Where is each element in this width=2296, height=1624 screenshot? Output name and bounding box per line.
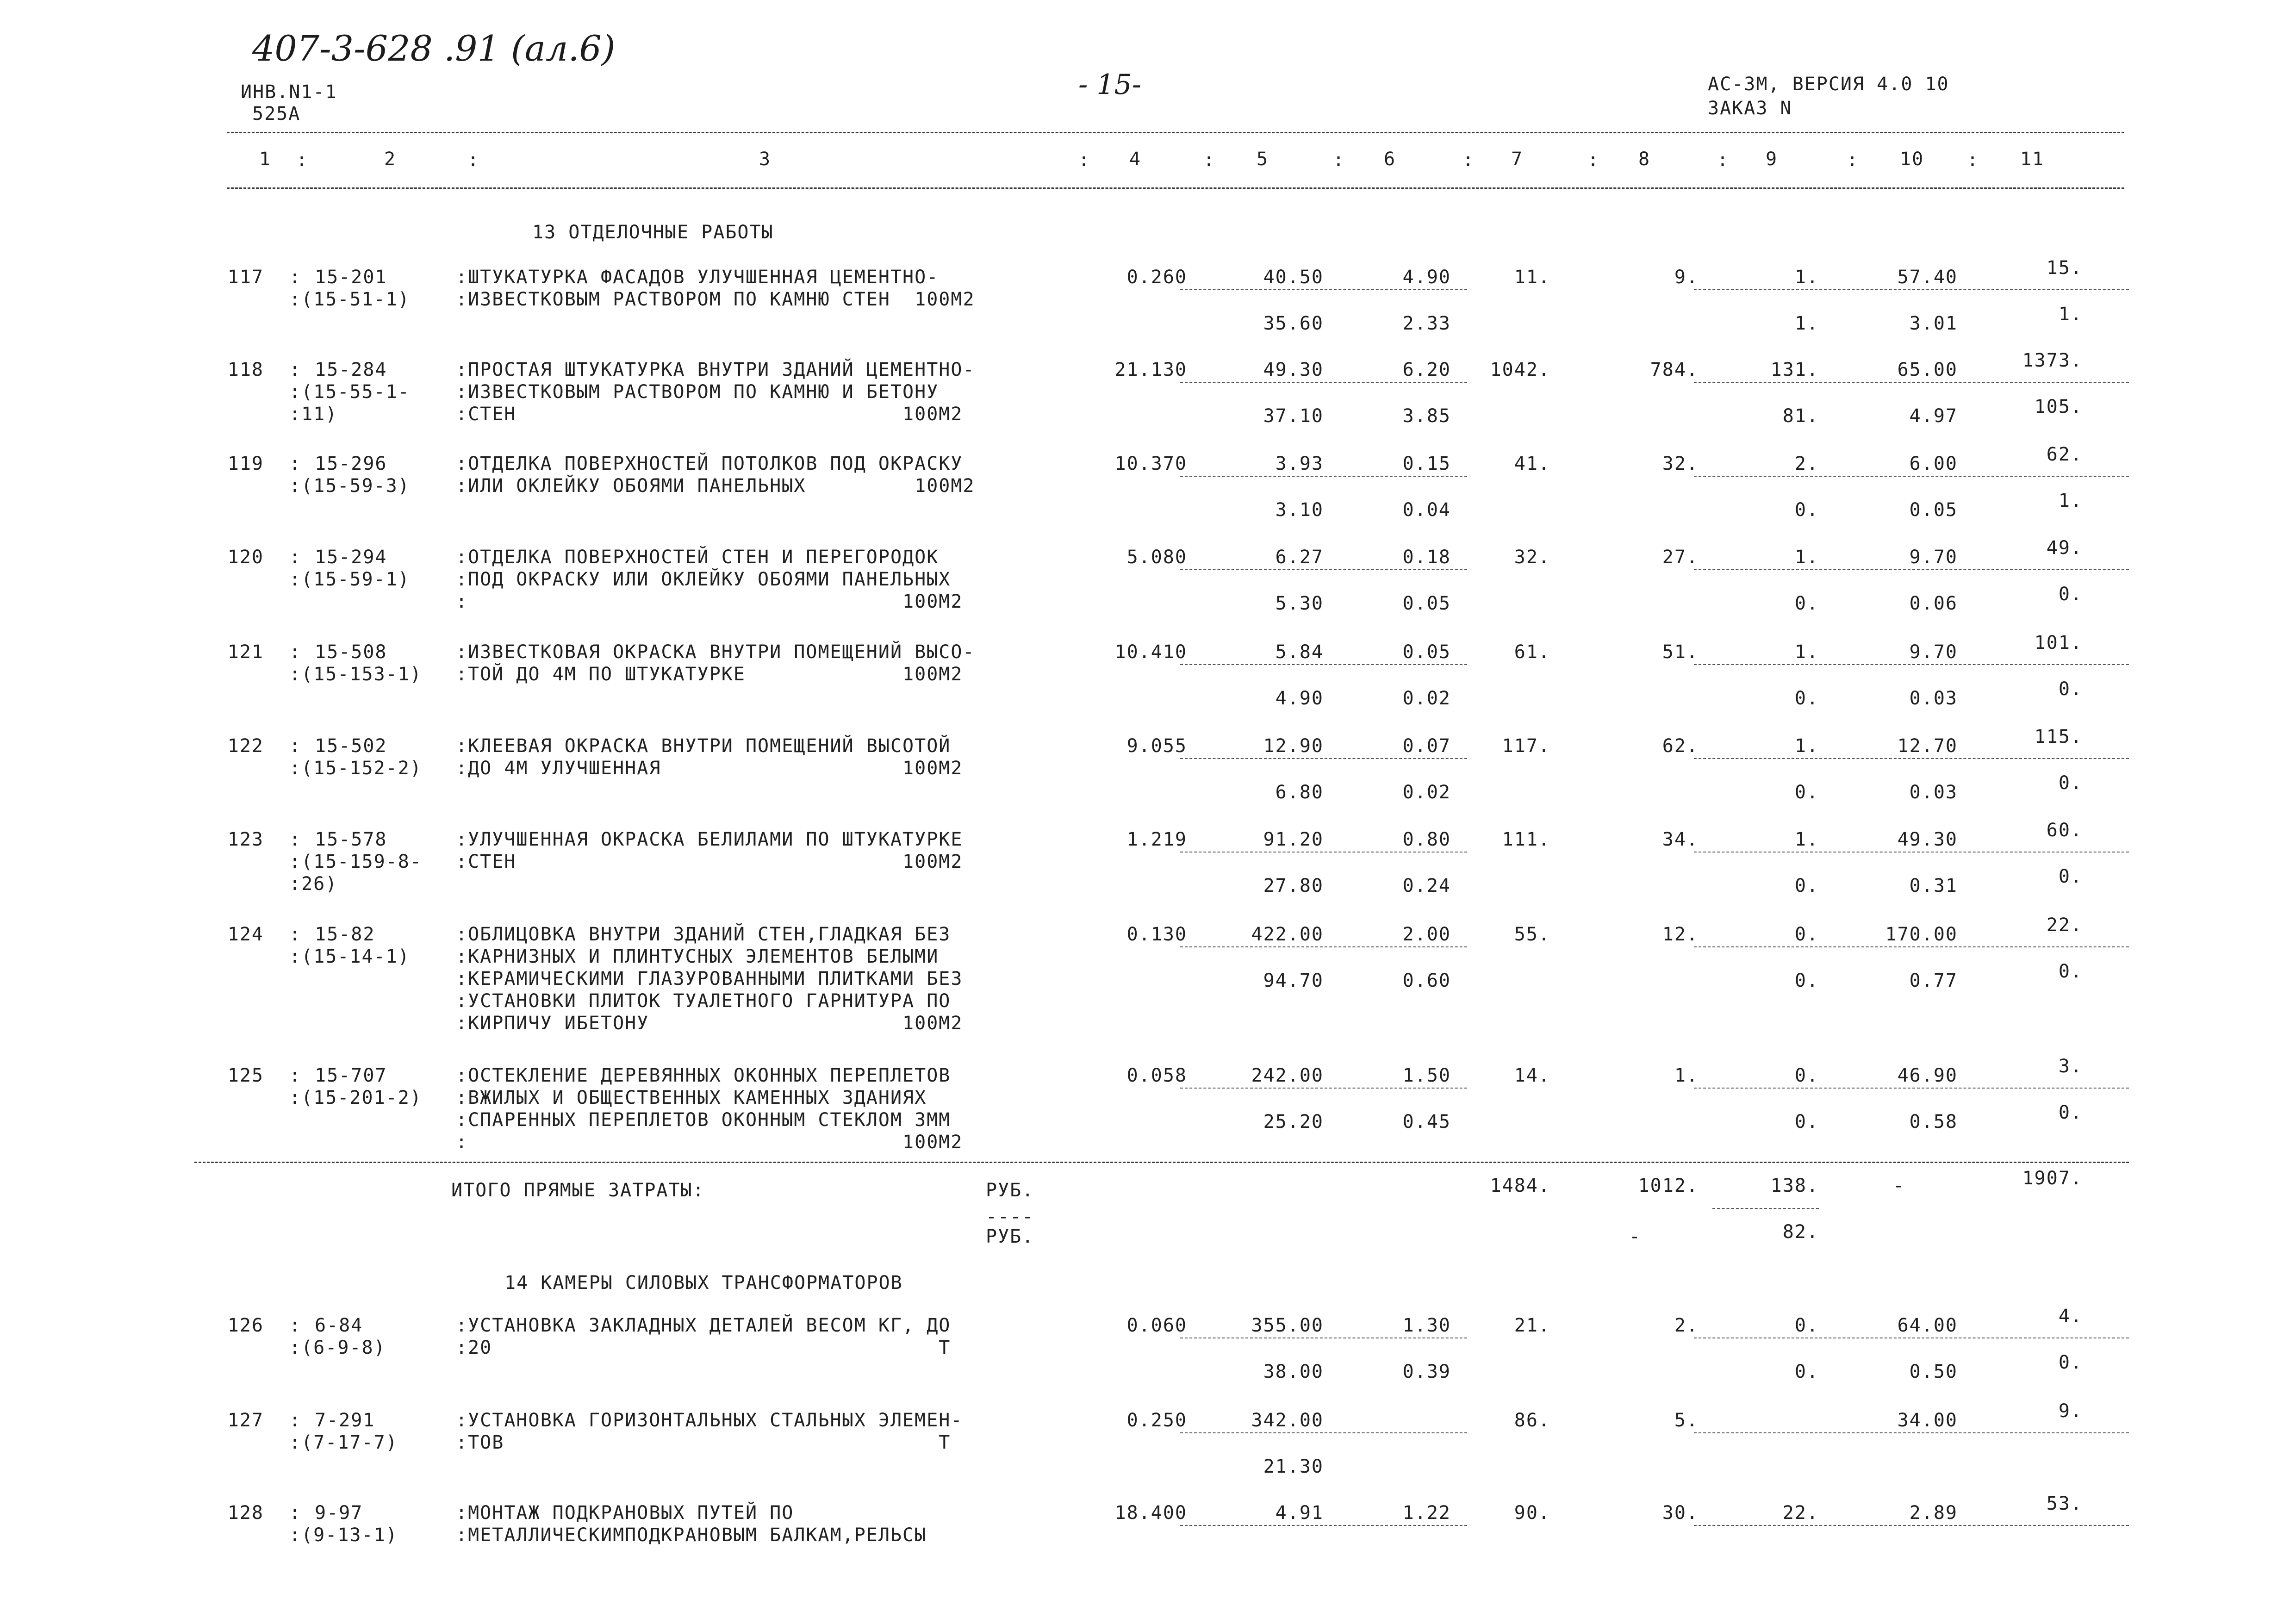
row-description-line: :20 Т <box>456 1337 951 1358</box>
row-labor-unit-second: 0.58 <box>1909 1111 1958 1132</box>
row-number: 121 <box>227 641 264 663</box>
row-labor-total: 115. <box>2034 726 2083 747</box>
row-reference: :(15-153-1) <box>289 664 422 685</box>
row-labor-unit-second: 3.01 <box>1909 313 1958 334</box>
row-labor-unit: 170.00 <box>1885 924 1958 945</box>
row-reference: :(15-159-8- <box>289 851 422 872</box>
row-description-line: :ДО 4М УЛУЧШЕННАЯ 100М2 <box>456 758 963 779</box>
column-separator: : <box>289 1065 302 1086</box>
column-number: 6 <box>1384 149 1396 170</box>
row-description-line: :ПОД ОКРАСКУ ИЛИ ОКЛЕЙКУ ОБОЯМИ ПАНЕЛЬНЫХ <box>456 569 951 590</box>
row-description-line: :ИЗВЕСТКОВЫМ РАСТВОРОМ ПО КАМНЮ И БЕТОНУ <box>456 381 939 403</box>
row-labor-unit: 34.00 <box>1897 1410 1958 1431</box>
row-code: 7-291 <box>315 1410 375 1431</box>
row-unit-price: 5.84 <box>1275 641 1324 663</box>
row-number: 124 <box>227 924 264 945</box>
row-unit-price: 242.00 <box>1251 1065 1324 1086</box>
column-number: 4 <box>1129 149 1142 170</box>
row-description-line: :ОТДЕЛКА ПОВЕРХНОСТЕЙ ПОТОЛКОВ ПОД ОКРАСКУ <box>456 453 963 474</box>
row-labor-total-second: 0. <box>2058 1352 2083 1373</box>
row-unit-price: 6.27 <box>1275 547 1324 568</box>
row-machine-wage-total: 0. <box>1794 970 1819 991</box>
row-description-line: : 100М2 <box>456 591 963 612</box>
row-code: 15-508 <box>315 641 387 663</box>
row-subrule <box>1694 664 2129 665</box>
row-total-direct: 117. <box>1502 735 1550 757</box>
row-wages: 12. <box>1662 924 1699 945</box>
column-separator: : <box>289 267 302 288</box>
row-code: 15-707 <box>315 1065 387 1086</box>
handwritten-page-number: - 15- <box>1078 68 1141 101</box>
row-labor-unit: 64.00 <box>1897 1315 1958 1336</box>
row-labor-unit-second: 0.05 <box>1909 499 1958 521</box>
row-code: 15-294 <box>315 547 387 568</box>
row-labor-total-second: 1. <box>2058 490 2083 511</box>
row-labor-total-second: 105. <box>2034 396 2083 417</box>
row-labor-unit-second: 0.03 <box>1909 782 1958 803</box>
row-labor-total: 15. <box>2046 257 2083 279</box>
row-subrule <box>1694 1088 2129 1089</box>
row-labor-unit: 65.00 <box>1897 359 1958 380</box>
totals-label: ИТОГО ПРЯМЫЕ ЗАТРАТЫ: <box>451 1180 705 1201</box>
row-labor-unit-second: 4.97 <box>1909 405 1958 427</box>
row-labor-total: 53. <box>2046 1493 2083 1514</box>
row-number: 119 <box>227 453 264 474</box>
totals-unit-1: РУБ. <box>986 1180 1034 1201</box>
row-labor-total: 101. <box>2034 632 2083 653</box>
row-quantity: 0.250 <box>1126 1410 1187 1431</box>
row-code: 15-82 <box>315 924 375 945</box>
row-machine-wage-total: 0. <box>1794 782 1819 803</box>
row-description-line: :СТЕН 100М2 <box>456 851 963 872</box>
column-separator: : <box>1203 149 1216 171</box>
inventory-number: 525А <box>252 103 301 124</box>
column-number: 7 <box>1511 149 1524 170</box>
row-wages: 5. <box>1674 1410 1699 1431</box>
row-description-line: :ОТДЕЛКА ПОВЕРХНОСТЕЙ СТЕН И ПЕРЕГОРОДОК <box>456 547 939 568</box>
row-unit-price: 49.30 <box>1263 359 1324 380</box>
row-labor-total: 1373. <box>2022 350 2083 371</box>
row-machine-wage: 0.39 <box>1402 1361 1451 1382</box>
row-subrule <box>1180 1088 1467 1089</box>
row-machine-cost: 0.07 <box>1402 735 1451 757</box>
row-total-direct: 14. <box>1514 1065 1550 1086</box>
row-wages: 62. <box>1662 735 1699 757</box>
row-description-line: :МЕТАЛЛИЧЕСКИМПОДКРАНОВЫМ БАЛКАМ,РЕЛЬСЫ <box>456 1524 927 1546</box>
row-labor-unit-second: 0.50 <box>1909 1361 1958 1382</box>
column-separator: : <box>1462 149 1475 171</box>
row-machine-wage-total: 0. <box>1794 1111 1819 1132</box>
row-unit-price-wage: 21.30 <box>1263 1456 1324 1477</box>
row-number: 118 <box>227 359 264 380</box>
column-separator: : <box>1717 149 1730 171</box>
column-number: 11 <box>2020 149 2045 170</box>
row-machine-cost: 4.90 <box>1402 267 1451 288</box>
row-number: 125 <box>227 1065 264 1086</box>
row-reference: :(15-59-1) <box>289 569 410 590</box>
row-subrule <box>1694 1432 2129 1433</box>
row-reference: :(15-14-1) <box>289 946 410 967</box>
row-machine-total: 1. <box>1794 547 1819 568</box>
row-unit-price: 422.00 <box>1251 924 1324 945</box>
row-labor-total-second: 0. <box>2058 678 2083 700</box>
row-machine-wage: 0.24 <box>1402 875 1451 896</box>
row-unit-price: 3.93 <box>1275 453 1324 474</box>
row-machine-wage-total: 0. <box>1794 499 1819 521</box>
row-reference: :(15-59-3) <box>289 475 410 497</box>
row-number: 120 <box>227 547 264 568</box>
row-description-line: :ИЗВЕСТКОВАЯ ОКРАСКА ВНУТРИ ПОМЕЩЕНИЙ ВЫСО- <box>456 641 975 663</box>
row-subrule <box>1180 476 1467 477</box>
column-separator: : <box>289 453 302 474</box>
row-subrule <box>1180 664 1467 665</box>
row-machine-total: 1. <box>1794 641 1819 663</box>
row-description-line: :МОНТАЖ ПОДКРАНОВЫХ ПУТЕЙ ПО <box>456 1502 794 1524</box>
row-unit-price-wage: 35.60 <box>1263 313 1324 334</box>
row-code: 15-502 <box>315 735 387 757</box>
row-machine-total: 1. <box>1794 829 1819 850</box>
row-machine-cost: 6.20 <box>1402 359 1451 380</box>
totals-col-11: 1907. <box>2022 1168 2083 1189</box>
row-quantity: 0.130 <box>1126 924 1187 945</box>
column-separator: : <box>289 735 302 757</box>
row-total-direct: 21. <box>1514 1315 1550 1336</box>
row-number: 117 <box>227 267 264 288</box>
row-wages: 784. <box>1650 359 1699 380</box>
row-quantity: 18.400 <box>1114 1502 1187 1524</box>
row-machine-wage-total: 81. <box>1782 405 1819 427</box>
row-labor-total: 9. <box>2058 1400 2083 1422</box>
row-machine-wage: 2.33 <box>1402 313 1451 334</box>
column-number: 3 <box>759 149 772 170</box>
row-subrule <box>1694 569 2129 570</box>
row-unit-price: 342.00 <box>1251 1410 1324 1431</box>
row-machine-wage: 0.04 <box>1402 499 1451 521</box>
row-labor-unit-second: 0.06 <box>1909 593 1958 614</box>
totals-rule <box>194 1162 2129 1163</box>
row-machine-wage: 0.02 <box>1402 782 1451 803</box>
header-rule-bottom <box>227 187 2124 189</box>
header-rule-top <box>227 132 2124 133</box>
row-subrule <box>1694 758 2129 759</box>
row-machine-total: 1. <box>1794 267 1819 288</box>
row-description-line: :ИЗВЕСТКОВЫМ РАСТВОРОМ ПО КАМНЮ СТЕН 100М2 <box>456 289 975 310</box>
row-unit-price: 4.91 <box>1275 1502 1324 1524</box>
row-quantity: 21.130 <box>1114 359 1187 380</box>
section-14-title: 14 КАМЕРЫ СИЛОВЫХ ТРАНСФОРМАТОРОВ <box>504 1272 903 1294</box>
row-machine-wage-total: 1. <box>1794 313 1819 334</box>
row-wages: 30. <box>1662 1502 1699 1524</box>
row-code: 15-578 <box>315 829 387 850</box>
column-separator: : <box>1078 149 1091 171</box>
row-total-direct: 11. <box>1514 267 1550 288</box>
inventory-label: ИНВ.N1-1 <box>241 81 337 103</box>
column-separator: : <box>289 359 302 380</box>
column-separator: : <box>289 1315 302 1336</box>
row-machine-wage: 0.45 <box>1402 1111 1451 1132</box>
row-number: 122 <box>227 735 264 757</box>
row-subrule <box>1180 569 1467 570</box>
column-separator: : <box>289 547 302 568</box>
row-description-line: :УСТАНОВКИ ПЛИТОК ТУАЛЕТНОГО ГАРНИТУРА ПО <box>456 990 951 1012</box>
row-unit-price: 355.00 <box>1251 1315 1324 1336</box>
row-description-line: :КЕРАМИЧЕСКИМИ ГЛАЗУРОВАННЫМИ ПЛИТКАМИ БЕЗ <box>456 968 963 989</box>
row-labor-total: 4. <box>2058 1306 2083 1327</box>
row-code: 9-97 <box>315 1502 363 1524</box>
row-machine-total: 2. <box>1794 453 1819 474</box>
row-total-direct: 41. <box>1514 453 1550 474</box>
row-labor-total: 62. <box>2046 444 2083 465</box>
row-labor-total-second: 0. <box>2058 584 2083 605</box>
row-machine-total: 0. <box>1794 1315 1819 1336</box>
row-total-direct: 86. <box>1514 1410 1550 1431</box>
row-labor-unit-second: 0.31 <box>1909 875 1958 896</box>
row-total-direct: 32. <box>1514 547 1550 568</box>
order-label: ЗАКАЗ N <box>1708 98 1792 119</box>
row-reference: :(7-17-7) <box>289 1432 398 1453</box>
row-machine-cost: 0.80 <box>1402 829 1451 850</box>
row-unit-price-wage: 37.10 <box>1263 405 1324 427</box>
row-description-line: :ПРОСТАЯ ШТУКАТУРКА ВНУТРИ ЗДАНИЙ ЦЕМЕНТНО- <box>456 359 975 380</box>
row-subrule <box>1694 382 2129 383</box>
row-machine-cost: 0.15 <box>1402 453 1451 474</box>
row-labor-unit: 12.70 <box>1897 735 1958 757</box>
row-description-line: :ВЖИЛЫХ И ОБЩЕСТВЕННЫХ КАМЕННЫХ ЗДАНИЯХ <box>456 1087 927 1108</box>
row-labor-total-second: 0. <box>2058 772 2083 794</box>
row-quantity: 1.219 <box>1126 829 1187 850</box>
row-unit-price-wage: 38.00 <box>1263 1361 1324 1382</box>
row-labor-total-second: 0. <box>2058 961 2083 982</box>
system-version: АС-3М, ВЕРСИЯ 4.0 10 <box>1708 74 1949 95</box>
row-total-direct: 1042. <box>1490 359 1550 380</box>
row-description-line: :УСТАНОВКА ЗАКЛАДНЫХ ДЕТАЛЕЙ ВЕСОМ КГ, ДО <box>456 1315 951 1336</box>
row-wages: 27. <box>1662 547 1699 568</box>
row-reference: :26) <box>289 873 338 895</box>
column-separator: : <box>1847 149 1859 171</box>
column-separator: : <box>289 924 302 945</box>
totals-unit-2: РУБ. <box>986 1226 1034 1247</box>
row-labor-total: 22. <box>2046 915 2083 936</box>
row-labor-total: 49. <box>2046 537 2083 559</box>
row-unit-price: 12.90 <box>1263 735 1324 757</box>
column-separator: : <box>289 1410 302 1431</box>
row-total-direct: 90. <box>1514 1502 1550 1524</box>
row-machine-wage: 0.60 <box>1402 970 1451 991</box>
row-wages: 34. <box>1662 829 1699 850</box>
row-reference: :(9-13-1) <box>289 1524 398 1546</box>
row-machine-total: 1. <box>1794 735 1819 757</box>
row-description-line: :КАРНИЗНЫХ И ПЛИНТУСНЫХ ЭЛЕМЕНТОВ БЕЛЫМИ <box>456 946 939 967</box>
row-quantity: 9.055 <box>1126 735 1187 757</box>
row-quantity: 0.260 <box>1126 267 1187 288</box>
row-code: 15-296 <box>315 453 387 474</box>
handwritten-project-code: 407-3-628 .91 (ал.6) <box>252 28 616 69</box>
row-unit-price-wage: 6.80 <box>1275 782 1324 803</box>
column-number: 9 <box>1766 149 1778 170</box>
row-subrule <box>1694 946 2129 947</box>
row-machine-cost: 0.18 <box>1402 547 1451 568</box>
row-description-line: :ОБЛИЦОВКА ВНУТРИ ЗДАНИЙ СТЕН,ГЛАДКАЯ БЕЗ <box>456 924 951 945</box>
row-labor-unit: 9.70 <box>1909 547 1958 568</box>
column-separator: : <box>467 149 480 171</box>
totals-col-7: 1484. <box>1490 1175 1550 1196</box>
row-reference: :(15-51-1) <box>289 289 410 310</box>
row-wages: 51. <box>1662 641 1699 663</box>
row-labor-unit: 46.90 <box>1897 1065 1958 1086</box>
row-labor-unit: 57.40 <box>1897 267 1958 288</box>
row-number: 128 <box>227 1502 264 1524</box>
row-labor-unit: 49.30 <box>1897 829 1958 850</box>
row-labor-total-second: 1. <box>2058 304 2083 325</box>
row-subrule <box>1180 289 1467 290</box>
column-separator: : <box>1333 149 1345 171</box>
row-labor-unit: 6.00 <box>1909 453 1958 474</box>
column-number: 10 <box>1900 149 1924 170</box>
row-quantity: 10.410 <box>1114 641 1187 663</box>
column-number: 8 <box>1638 149 1651 170</box>
row-labor-unit: 9.70 <box>1909 641 1958 663</box>
row-description-line: :КЛЕЕВАЯ ОКРАСКА ВНУТРИ ПОМЕЩЕНИЙ ВЫСОТОЙ <box>456 735 951 757</box>
row-description-line: :ИЛИ ОКЛЕЙКУ ОБОЯМИ ПАНЕЛЬНЫХ 100М2 <box>456 475 975 497</box>
row-subrule <box>1694 476 2129 477</box>
row-unit-price-wage: 5.30 <box>1275 593 1324 614</box>
row-description-line: :СТЕН 100М2 <box>456 404 963 425</box>
row-machine-cost: 1.50 <box>1402 1065 1451 1086</box>
row-unit-price-wage: 27.80 <box>1263 875 1324 896</box>
row-quantity: 0.058 <box>1126 1065 1187 1086</box>
column-separator: : <box>1967 149 1979 171</box>
row-unit-price-wage: 94.70 <box>1263 970 1324 991</box>
row-subrule <box>1180 758 1467 759</box>
row-labor-total: 3. <box>2058 1056 2083 1077</box>
row-labor-total: 60. <box>2046 820 2083 841</box>
row-number: 126 <box>227 1315 264 1336</box>
row-machine-total: 22. <box>1782 1502 1819 1524</box>
row-machine-wage-total: 0. <box>1794 593 1819 614</box>
row-reference: :(15-55-1- <box>289 381 410 403</box>
row-description-line: :ТОЙ ДО 4М ПО ШТУКАТУРКЕ 100М2 <box>456 664 963 685</box>
row-description-line: : 100М2 <box>456 1132 963 1153</box>
row-description-line: :КИРПИЧУ ИБЕТОНУ 100М2 <box>456 1013 963 1034</box>
row-description-line: :УЛУЧШЕННАЯ ОКРАСКА БЕЛИЛАМИ ПО ШТУКАТУРКЕ <box>456 829 963 850</box>
row-machine-wage-total: 0. <box>1794 875 1819 896</box>
row-subrule <box>1180 1432 1467 1433</box>
row-code: 6-84 <box>315 1315 363 1336</box>
row-code: 15-201 <box>315 267 387 288</box>
row-labor-total-second: 0. <box>2058 866 2083 887</box>
column-separator: : <box>1587 149 1600 171</box>
row-subrule <box>1180 382 1467 383</box>
column-number: 2 <box>384 149 397 170</box>
row-wages: 1. <box>1674 1065 1699 1086</box>
row-labor-total-second: 0. <box>2058 1102 2083 1123</box>
row-machine-cost: 1.22 <box>1402 1502 1451 1524</box>
row-machine-total: 0. <box>1794 1065 1819 1086</box>
row-total-direct: 55. <box>1514 924 1550 945</box>
row-machine-wage-total: 0. <box>1794 1361 1819 1382</box>
section-13-title: 13 ОТДЕЛОЧНЫЕ РАБОТЫ <box>532 222 774 243</box>
row-machine-cost: 2.00 <box>1402 924 1451 945</box>
row-quantity: 0.060 <box>1126 1315 1187 1336</box>
totals-col-8-second: - <box>1629 1226 1642 1247</box>
row-reference: :(15-201-2) <box>289 1087 422 1108</box>
row-reference: :11) <box>289 404 338 425</box>
row-description-line: :УСТАНОВКА ГОРИЗОНТАЛЬНЫХ СТАЛЬНЫХ ЭЛЕМЕН- <box>456 1410 963 1431</box>
row-total-direct: 111. <box>1502 829 1550 850</box>
row-number: 127 <box>227 1410 264 1431</box>
row-wages: 32. <box>1662 453 1699 474</box>
totals-col-8: 1012. <box>1638 1175 1699 1196</box>
row-subrule <box>1694 289 2129 290</box>
row-machine-wage-total: 0. <box>1794 688 1819 709</box>
row-unit-price-wage: 3.10 <box>1275 499 1324 521</box>
column-separator: : <box>289 1502 302 1524</box>
column-separator: : <box>289 641 302 663</box>
row-machine-wage: 0.05 <box>1402 593 1451 614</box>
totals-col-9: 138. <box>1770 1175 1819 1196</box>
column-number: 1 <box>259 149 272 170</box>
totals-col-10: - <box>1893 1175 1905 1196</box>
row-description-line: :ШТУКАТУРКА ФАСАДОВ УЛУЧШЕННАЯ ЦЕМЕНТНО- <box>456 267 939 288</box>
row-machine-cost: 1.30 <box>1402 1315 1451 1336</box>
row-code: 15-284 <box>315 359 387 380</box>
row-quantity: 10.370 <box>1114 453 1187 474</box>
row-unit-price: 91.20 <box>1263 829 1324 850</box>
row-wages: 9. <box>1674 267 1699 288</box>
row-machine-total: 131. <box>1770 359 1819 380</box>
row-labor-unit: 2.89 <box>1909 1502 1958 1524</box>
row-total-direct: 61. <box>1514 641 1550 663</box>
row-unit-price-wage: 25.20 <box>1263 1111 1324 1132</box>
row-machine-wage: 3.85 <box>1402 405 1451 427</box>
column-separator: : <box>296 149 309 171</box>
totals-col-9-second: 82. <box>1782 1221 1819 1243</box>
column-number: 5 <box>1257 149 1269 170</box>
row-unit-price: 40.50 <box>1263 267 1324 288</box>
row-quantity: 5.080 <box>1126 547 1187 568</box>
row-machine-total: 0. <box>1794 924 1819 945</box>
column-separator: : <box>289 829 302 850</box>
row-description-line: :ТОВ Т <box>456 1432 951 1453</box>
row-wages: 2. <box>1674 1315 1699 1336</box>
row-unit-price-wage: 4.90 <box>1275 688 1324 709</box>
totals-subrule <box>1712 1208 1819 1209</box>
row-subrule <box>1180 946 1467 947</box>
row-description-line: :СПАРЕННЫХ ПЕРЕПЛЕТОВ ОКОННЫМ СТЕКЛОМ 3ММ <box>456 1109 951 1131</box>
row-subrule <box>1694 1525 2129 1526</box>
row-number: 123 <box>227 829 264 850</box>
row-reference: :(6-9-8) <box>289 1337 386 1358</box>
row-subrule <box>1180 1525 1467 1526</box>
row-description-line: :ОСТЕКЛЕНИЕ ДЕРЕВЯННЫХ ОКОННЫХ ПЕРЕПЛЕТОВ <box>456 1065 951 1086</box>
row-labor-unit-second: 0.77 <box>1909 970 1958 991</box>
row-reference: :(15-152-2) <box>289 758 422 779</box>
row-machine-wage: 0.02 <box>1402 688 1451 709</box>
row-machine-cost: 0.05 <box>1402 641 1451 663</box>
row-labor-unit-second: 0.03 <box>1909 688 1958 709</box>
totals-unit-dash: ---- <box>986 1206 1034 1227</box>
